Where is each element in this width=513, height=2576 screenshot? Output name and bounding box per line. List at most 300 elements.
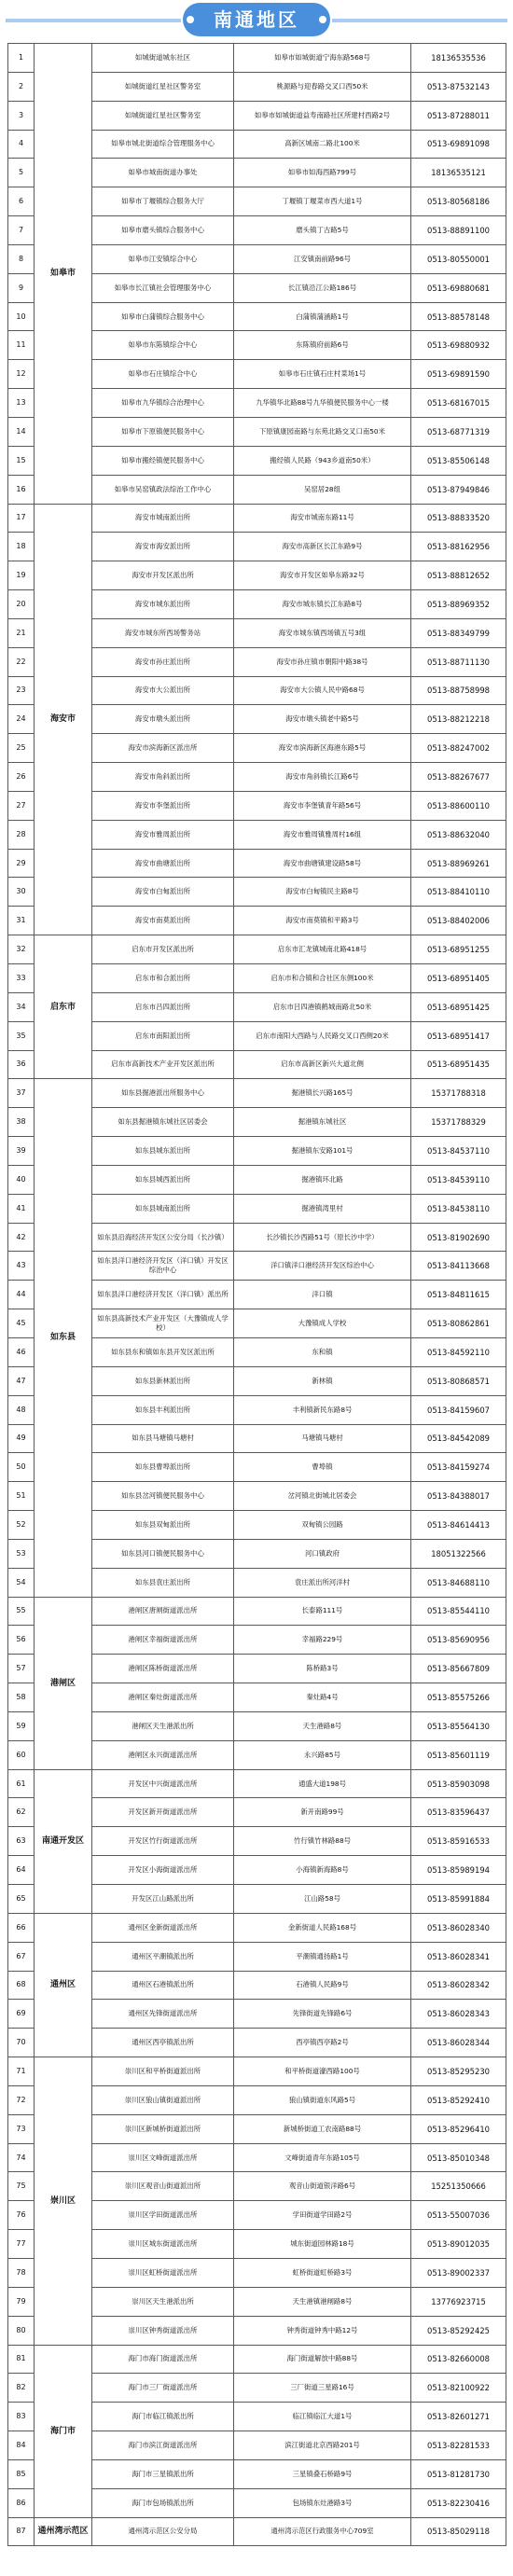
- office-name: 海门市三星镇派出所: [92, 2459, 234, 2488]
- office-address: 新开南路99号: [234, 1798, 411, 1827]
- office-name: 海安市城东所西场警务站: [92, 618, 234, 647]
- row-number: 75: [8, 2172, 35, 2201]
- office-phone: 0513-84159607: [411, 1395, 506, 1424]
- office-phone: 0513-68951435: [411, 1050, 506, 1079]
- row-number: 60: [8, 1740, 35, 1769]
- office-phone: 0513-69891590: [411, 360, 506, 389]
- office-address: 天生港镇港闸路8号: [234, 2287, 411, 2316]
- office-address: 通盛大道198号: [234, 1769, 411, 1798]
- office-name: 如东县双甸派出所: [92, 1511, 234, 1540]
- row-number: 47: [8, 1366, 35, 1395]
- office-name: 如东县马塘镇马塘村: [92, 1424, 234, 1453]
- office-name: 港闸区秦灶街道派出所: [92, 1683, 234, 1712]
- office-address: 磨头镇丁古路5号: [234, 216, 411, 245]
- office-name: 开发区新开街道派出所: [92, 1798, 234, 1827]
- office-phone: 0513-84113668: [411, 1252, 506, 1281]
- office-name: 启东市高新技术产业开发区派出所: [92, 1050, 234, 1079]
- office-address: 大豫镇成人学校: [234, 1309, 411, 1338]
- row-number: 44: [8, 1281, 35, 1309]
- city-name: 如皋市: [35, 44, 92, 505]
- office-name: 如东县城东派出所: [92, 1137, 234, 1166]
- office-address: 幸福路229号: [234, 1626, 411, 1655]
- office-name: 海安市城东派出所: [92, 590, 234, 619]
- office-address: 海安市墩头镇老中路5号: [234, 705, 411, 734]
- office-phone: 0513-88632040: [411, 820, 506, 849]
- row-number: 79: [8, 2287, 35, 2316]
- office-name: 如东县丰利派出所: [92, 1395, 234, 1424]
- office-phone: 0513-89002337: [411, 2258, 506, 2287]
- office-phone: 0513-88600110: [411, 791, 506, 820]
- office-address: 海安市李堡镇青年路56号: [234, 791, 411, 820]
- row-number: 40: [8, 1165, 35, 1194]
- office-name: 如皋市丁堰镇综合服务大厅: [92, 187, 234, 216]
- office-name: 如东县洋口港经济开发区（洋口镇）开发区综治中心: [92, 1252, 234, 1281]
- office-address: 如皋市如城街道宁海东路568号: [234, 44, 411, 73]
- office-name: 港闸区永兴街道派出所: [92, 1740, 234, 1769]
- row-number: 22: [8, 647, 35, 676]
- office-phone: 0513-68951405: [411, 964, 506, 993]
- office-address: 新林镇: [234, 1366, 411, 1395]
- row-number: 52: [8, 1511, 35, 1540]
- office-phone: 0513-86028344: [411, 2029, 506, 2057]
- office-phone: 0513-84159274: [411, 1453, 506, 1482]
- office-name: 开发区江山路派出所: [92, 1885, 234, 1914]
- office-phone: 0513-85544110: [411, 1597, 506, 1626]
- office-phone: 0513-85564130: [411, 1711, 506, 1740]
- office-address: 海安市雅周镇雅周村16组: [234, 820, 411, 849]
- office-address: 九华镇华北路88号九华镇便民服务中心一楼: [234, 389, 411, 418]
- row-number: 82: [8, 2374, 35, 2403]
- city-name: 海门市: [35, 2345, 92, 2517]
- office-address: 海门街道解放中路88号: [234, 2345, 411, 2374]
- office-name: 海安市滨海新区派出所: [92, 734, 234, 763]
- office-phone: 0513-85916533: [411, 1827, 506, 1856]
- office-address: 小海镇新海路8号: [234, 1856, 411, 1885]
- office-phone: 0513-87532143: [411, 72, 506, 101]
- location-table: [7, 43, 506, 2546]
- office-phone: 0513-85667809: [411, 1655, 506, 1683]
- office-address: 新城桥街道工农南路88号: [234, 2114, 411, 2143]
- office-address: 丁堰镇丁堰菜市西大道1号: [234, 187, 411, 216]
- office-phone: 0513-88711130: [411, 647, 506, 676]
- office-name: 如皋市城北街道综合管理服务中心: [92, 130, 234, 159]
- row-number: 42: [8, 1223, 35, 1252]
- row-number: 6: [8, 187, 35, 216]
- office-phone: 0513-85296410: [411, 2114, 506, 2143]
- office-phone: 0513-85989194: [411, 1856, 506, 1885]
- office-phone: 0513-68167015: [411, 389, 506, 418]
- office-address: 吴窑居28组: [234, 475, 411, 504]
- office-address: 先锋街道先锋路6号: [234, 2000, 411, 2029]
- office-name: 如皋市白蒲镇综合服务中心: [92, 302, 234, 331]
- row-number: 78: [8, 2258, 35, 2287]
- row-number: 28: [8, 820, 35, 849]
- office-phone: 0513-81902690: [411, 1223, 506, 1252]
- office-name: 如东县掘港派出所服务中心: [92, 1079, 234, 1108]
- row-number: 31: [8, 907, 35, 935]
- row-number: 38: [8, 1108, 35, 1137]
- office-phone: 0513-85903098: [411, 1769, 506, 1798]
- row-number: 81: [8, 2345, 35, 2374]
- office-phone: 0513-88969352: [411, 590, 506, 619]
- office-name: 崇川区文峰街道派出所: [92, 2143, 234, 2172]
- office-phone: 0513-82281533: [411, 2431, 506, 2460]
- row-number: 8: [8, 244, 35, 273]
- office-phone: 0513-83596437: [411, 1798, 506, 1827]
- office-phone: 0513-88969261: [411, 849, 506, 878]
- office-name: 如皋市磨头镇综合服务中心: [92, 216, 234, 245]
- office-name: 如城街道城东社区: [92, 44, 234, 73]
- city-name: 通州湾示范区: [35, 2517, 92, 2546]
- office-address: 长江镇沿江公路186号: [234, 273, 411, 302]
- office-address: 海安市大公镇人民中路68号: [234, 676, 411, 705]
- row-number: 23: [8, 676, 35, 705]
- office-phone: 0513-88212218: [411, 705, 506, 734]
- office-name: 海安市孙庄派出所: [92, 647, 234, 676]
- table-body: [8, 44, 506, 2546]
- row-number: 25: [8, 734, 35, 763]
- office-phone: 0513-88402006: [411, 907, 506, 935]
- banner-right-rule: [332, 19, 507, 22]
- office-phone: 0513-86028341: [411, 1942, 506, 1971]
- office-name: 海安市李堡派出所: [92, 791, 234, 820]
- row-number: 27: [8, 791, 35, 820]
- office-address: 海安市角斜镇长江路6号: [234, 763, 411, 792]
- office-name: 通州区西亭镇派出所: [92, 2029, 234, 2057]
- office-name: 崇川区和平桥街道派出所: [92, 2057, 234, 2086]
- office-name: 港闸区陈桥街道派出所: [92, 1655, 234, 1683]
- office-name: 崇川区城东街道派出所: [92, 2230, 234, 2259]
- office-phone: 0513-88758998: [411, 676, 506, 705]
- office-phone: 0513-80568186: [411, 187, 506, 216]
- office-name: 海安市城南派出所: [92, 504, 234, 533]
- office-phone: 0513-68951255: [411, 935, 506, 964]
- row-number: 9: [8, 273, 35, 302]
- row-number: 73: [8, 2114, 35, 2143]
- office-address: 三星镇叠石桥路9号: [234, 2459, 411, 2488]
- office-name: 海安市白甸派出所: [92, 878, 234, 907]
- office-name: 海门市海门街道派出所: [92, 2345, 234, 2374]
- office-phone: 0513-85292425: [411, 2316, 506, 2345]
- row-number: 34: [8, 992, 35, 1021]
- office-phone: 0513-84388017: [411, 1482, 506, 1511]
- table-row: [8, 2517, 506, 2546]
- office-address: 搬经镇人民路（943乡道南50米）: [234, 446, 411, 475]
- office-phone: 0513-89012035: [411, 2230, 506, 2259]
- city-name: 启东市: [35, 935, 92, 1079]
- row-number: 17: [8, 504, 35, 533]
- office-name: 通州湾示范区公安分局: [92, 2517, 234, 2546]
- office-name: 如东县岔河镇便民服务中心: [92, 1482, 234, 1511]
- office-address: 洋口镇: [234, 1281, 411, 1309]
- office-name: 如皋市石庄镇综合中心: [92, 360, 234, 389]
- office-name: 崇川区学田街道派出所: [92, 2201, 234, 2230]
- table-row: [8, 1769, 506, 1798]
- office-address: 洋口镇洋口港经济开发区综治中心: [234, 1252, 411, 1281]
- office-phone: 0513-68771319: [411, 417, 506, 446]
- office-name: 启东市开发区派出所: [92, 935, 234, 964]
- row-number: 85: [8, 2459, 35, 2488]
- office-name: 如皋市吴窑镇政法综治工作中心: [92, 475, 234, 504]
- office-phone: 0513-82230416: [411, 2488, 506, 2517]
- office-name: 海门市三厂街道派出所: [92, 2374, 234, 2403]
- office-address: 桃源路与迎春路交叉口西50米: [234, 72, 411, 101]
- office-name: 崇川区钟秀街道派出所: [92, 2316, 234, 2345]
- row-number: 62: [8, 1798, 35, 1827]
- office-address: 平潮镇通扬路1号: [234, 1942, 411, 1971]
- office-address: 虹桥街道虹桥路3号: [234, 2258, 411, 2287]
- office-phone: 0513-88812652: [411, 561, 506, 590]
- office-address: 掘港镇东安路101号: [234, 1137, 411, 1166]
- office-name: 海安市角斜派出所: [92, 763, 234, 792]
- office-phone: 0513-85575266: [411, 1683, 506, 1712]
- office-name: 崇川区新城桥街道派出所: [92, 2114, 234, 2143]
- page-title: 南通地区: [183, 3, 330, 36]
- office-phone: 0513-85010348: [411, 2143, 506, 2172]
- row-number: 4: [8, 130, 35, 159]
- office-name: 如东县沿海经济开发区公安分局（长沙镇）: [92, 1223, 234, 1252]
- office-phone: 0513-88578148: [411, 302, 506, 331]
- office-phone: 0513-85292410: [411, 2085, 506, 2114]
- office-address: 如皋市石庄镇石庄村菜场1号: [234, 360, 411, 389]
- office-address: 观音山街道银洋路6号: [234, 2172, 411, 2201]
- office-phone: 0513-88267677: [411, 763, 506, 792]
- office-address: 双甸镇公园路: [234, 1511, 411, 1540]
- office-name: 如东县东和镇如东县开发区派出所: [92, 1337, 234, 1366]
- office-name: 如皋市长江镇社会管理服务中心: [92, 273, 234, 302]
- office-address: 狼山镇街道东风路5号: [234, 2085, 411, 2114]
- office-address: 马塘镇马塘村: [234, 1424, 411, 1453]
- row-number: 80: [8, 2316, 35, 2345]
- office-phone: 0513-85601119: [411, 1740, 506, 1769]
- office-address: 长泰路111号: [234, 1597, 411, 1626]
- office-name: 如皋市下原镇便民服务中心: [92, 417, 234, 446]
- office-address: 启东市吕四港镇鹤城南路北50米: [234, 992, 411, 1021]
- office-phone: 15251350666: [411, 2172, 506, 2201]
- city-name: 港闸区: [35, 1597, 92, 1769]
- row-number: 68: [8, 1971, 35, 2000]
- row-number: 87: [8, 2517, 35, 2546]
- office-address: 秦灶路4号: [234, 1683, 411, 1712]
- row-number: 20: [8, 590, 35, 619]
- office-name: 如皋市东陈镇综合中心: [92, 331, 234, 360]
- table-row: [8, 1597, 506, 1626]
- office-name: 如东县河口镇便民服务中心: [92, 1539, 234, 1568]
- office-address: 江安镇南前路96号: [234, 244, 411, 273]
- office-name: 海安市曲塘派出所: [92, 849, 234, 878]
- office-address: 掘港镇环北路: [234, 1165, 411, 1194]
- office-phone: 0513-81281730: [411, 2459, 506, 2488]
- row-number: 13: [8, 389, 35, 418]
- office-phone: 0513-55007036: [411, 2201, 506, 2230]
- office-name: 如皋市江安镇综合中心: [92, 244, 234, 273]
- office-name: 如城街道红星社区警务室: [92, 72, 234, 101]
- row-number: 12: [8, 360, 35, 389]
- office-address: 启东市高新区新兴大道北侧: [234, 1050, 411, 1079]
- office-name: 如东县洋口港经济开发区（洋口镇）派出所: [92, 1281, 234, 1309]
- office-address: 永兴路85号: [234, 1740, 411, 1769]
- office-address: 高新区城南二路北100米: [234, 130, 411, 159]
- office-name: 海安市大公派出所: [92, 676, 234, 705]
- office-address: 启东市南阳大西路与人民路交叉口西侧20米: [234, 1021, 411, 1050]
- city-name: 崇川区: [35, 2057, 92, 2345]
- row-number: 5: [8, 159, 35, 187]
- banner-dot-right: [319, 16, 326, 23]
- row-number: 19: [8, 561, 35, 590]
- row-number: 67: [8, 1942, 35, 1971]
- office-address: 曹埠镇: [234, 1453, 411, 1482]
- row-number: 59: [8, 1711, 35, 1740]
- row-number: 16: [8, 475, 35, 504]
- office-address: 海安市城东镇长江东路8号: [234, 590, 411, 619]
- office-name: 如东县高新技术产业开发区（大豫镇成人学校）: [92, 1309, 234, 1338]
- office-address: 天生港路8号: [234, 1711, 411, 1740]
- office-phone: 0513-84539110: [411, 1165, 506, 1194]
- office-phone: 0513-86028343: [411, 2000, 506, 2029]
- office-name: 开发区竹行街道派出所: [92, 1827, 234, 1856]
- office-address: 钟秀街道钟秀中路12号: [234, 2316, 411, 2345]
- office-name: 通州区先锋街道派出所: [92, 2000, 234, 2029]
- office-address: 启东市汇龙镇城南北路418号: [234, 935, 411, 964]
- office-name: 如东县曹埠派出所: [92, 1453, 234, 1482]
- row-number: 45: [8, 1309, 35, 1338]
- row-number: 69: [8, 2000, 35, 2029]
- office-address: 和平桥街道濠西路100号: [234, 2057, 411, 2086]
- table-row: [8, 504, 506, 533]
- office-phone: 0513-80862861: [411, 1309, 506, 1338]
- office-phone: 0513-84542089: [411, 1424, 506, 1453]
- office-name: 海安市雅周派出所: [92, 820, 234, 849]
- row-number: 61: [8, 1769, 35, 1798]
- row-number: 74: [8, 2143, 35, 2172]
- office-address: 海安市滨海新区海港东路5号: [234, 734, 411, 763]
- office-name: 启东市吕四派出所: [92, 992, 234, 1021]
- office-phone: 18051322566: [411, 1539, 506, 1568]
- office-phone: 0513-82100922: [411, 2374, 506, 2403]
- banner-left-rule: [6, 19, 181, 22]
- office-phone: 0513-80868571: [411, 1366, 506, 1395]
- row-number: 50: [8, 1453, 35, 1482]
- row-number: 77: [8, 2230, 35, 2259]
- row-number: 43: [8, 1252, 35, 1281]
- office-name: 如东县新林派出所: [92, 1366, 234, 1395]
- table-row: [8, 935, 506, 964]
- row-number: 84: [8, 2431, 35, 2460]
- office-phone: 0513-82601271: [411, 2403, 506, 2431]
- row-number: 21: [8, 618, 35, 647]
- row-number: 35: [8, 1021, 35, 1050]
- row-number: 3: [8, 101, 35, 130]
- office-address: 石港镇人民路9号: [234, 1971, 411, 2000]
- office-phone: 0513-84811615: [411, 1281, 506, 1309]
- office-address: 西亭镇西亭路2号: [234, 2029, 411, 2057]
- office-name: 海安市开发区派出所: [92, 561, 234, 590]
- office-address: 如皋市如城街道益寿南路社区所建村西路2号: [234, 101, 411, 130]
- office-address: 白蒲镇蒲涵路1号: [234, 302, 411, 331]
- office-phone: 15371788318: [411, 1079, 506, 1108]
- office-address: 启东市和合镇和合社区东侧100米: [234, 964, 411, 993]
- office-phone: 0513-87288011: [411, 101, 506, 130]
- row-number: 14: [8, 417, 35, 446]
- city-name: 海安市: [35, 504, 92, 935]
- office-address: 三厂街道三星路16号: [234, 2374, 411, 2403]
- office-address: 城东街道园林路18号: [234, 2230, 411, 2259]
- table-row: [8, 2345, 506, 2374]
- office-name: 如皋市九华镇综合治理中心: [92, 389, 234, 418]
- office-phone: 0513-84688110: [411, 1568, 506, 1597]
- row-number: 1: [8, 44, 35, 73]
- office-name: 如东县掘港镇东城社区居委会: [92, 1108, 234, 1137]
- office-phone: 0513-86028340: [411, 1913, 506, 1942]
- row-number: 51: [8, 1482, 35, 1511]
- office-name: 如东县城南派出所: [92, 1194, 234, 1223]
- office-phone: 0513-88349799: [411, 618, 506, 647]
- office-phone: 0513-69891098: [411, 130, 506, 159]
- office-phone: 0513-84538110: [411, 1194, 506, 1223]
- office-address: 海安市城南东路11号: [234, 504, 411, 533]
- office-address: 海安市白甸镇民主路8号: [234, 878, 411, 907]
- row-number: 57: [8, 1655, 35, 1683]
- office-address: 临江镇临江大道1号: [234, 2403, 411, 2431]
- row-number: 53: [8, 1539, 35, 1568]
- office-name: 如东县袁庄派出所: [92, 1568, 234, 1597]
- office-address: 东陈镇府前路6号: [234, 331, 411, 360]
- office-address: 海安市南莫镇和平路3号: [234, 907, 411, 935]
- office-name: 如皋市搬经镇便民服务中心: [92, 446, 234, 475]
- banner-dot-left: [187, 16, 194, 23]
- row-number: 55: [8, 1597, 35, 1626]
- office-name: 崇川区观音山街道派出所: [92, 2172, 234, 2201]
- office-phone: 0513-84537110: [411, 1137, 506, 1166]
- office-address: 掘港镇东城社区: [234, 1108, 411, 1137]
- office-phone: 0513-69880681: [411, 273, 506, 302]
- office-address: 海安市曲塘镇建设路58号: [234, 849, 411, 878]
- table-row: [8, 1079, 506, 1108]
- office-phone: 0513-69880932: [411, 331, 506, 360]
- office-name: 开发区中兴街道派出所: [92, 1769, 234, 1798]
- office-address: 滨江街道北京西路201号: [234, 2431, 411, 2460]
- office-name: 海门市包场镇派出所: [92, 2488, 234, 2517]
- office-name: 通州区平潮镇派出所: [92, 1942, 234, 1971]
- office-phone: 0513-82660008: [411, 2345, 506, 2374]
- row-number: 24: [8, 705, 35, 734]
- office-address: 陈桥路3号: [234, 1655, 411, 1683]
- title-banner: [0, 0, 513, 41]
- office-address: 东和镇: [234, 1337, 411, 1366]
- row-number: 86: [8, 2488, 35, 2517]
- row-number: 29: [8, 849, 35, 878]
- row-number: 56: [8, 1626, 35, 1655]
- city-name: 南通开发区: [35, 1769, 92, 1913]
- office-address: 丰利镇新民东路8号: [234, 1395, 411, 1424]
- row-number: 66: [8, 1913, 35, 1942]
- office-phone: 0513-88891100: [411, 216, 506, 245]
- office-phone: 0513-88410110: [411, 878, 506, 907]
- office-address: 包场镇东灶港路3号: [234, 2488, 411, 2517]
- row-number: 63: [8, 1827, 35, 1856]
- office-name: 港闸区幸福街道派出所: [92, 1626, 234, 1655]
- office-name: 通州区石港镇派出所: [92, 1971, 234, 2000]
- office-address: 江山路58号: [234, 1885, 411, 1914]
- city-name: 如东县: [35, 1079, 92, 1597]
- row-number: 18: [8, 533, 35, 561]
- office-address: 通州湾示范区行政服务中心709室: [234, 2517, 411, 2546]
- office-name: 崇川区狼山镇街道派出所: [92, 2085, 234, 2114]
- office-name: 港闸区唐闸街道派出所: [92, 1597, 234, 1626]
- office-phone: 0513-85295230: [411, 2057, 506, 2086]
- office-name: 通州区金新街道派出所: [92, 1913, 234, 1942]
- office-name: 如东县城西派出所: [92, 1165, 234, 1194]
